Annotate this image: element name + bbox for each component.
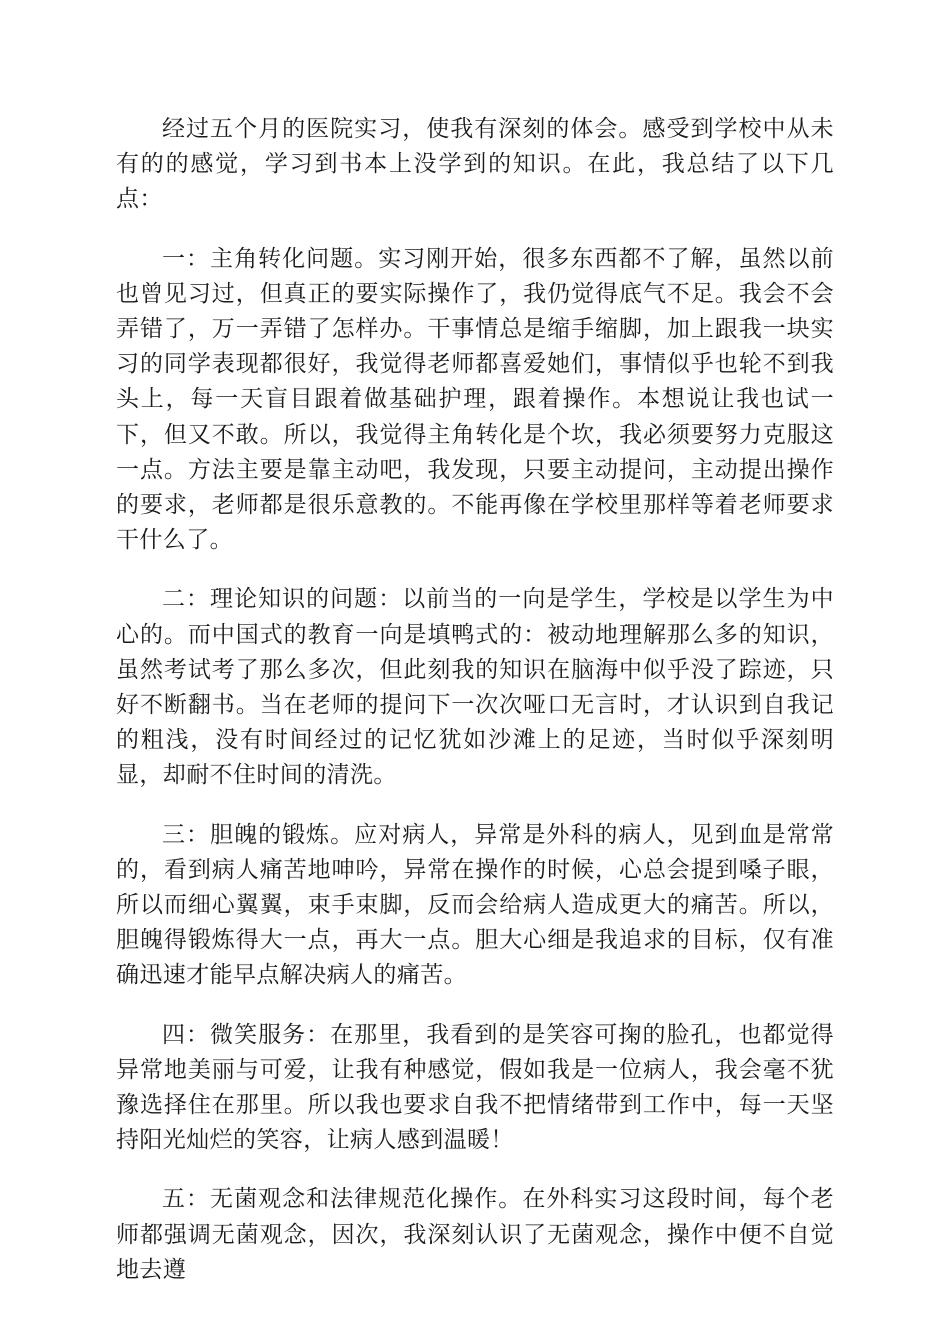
paragraph-point-4: 四：微笑服务：在那里，我看到的是笑容可掬的脸孔，也都觉得异常地美丽与可爱，让我有种感觉，假如我是一位病人，我会毫不犹豫选择住在那里。所以我也要求自我不把情绪带到工作中，每一天坚持阳光灿烂的笑容，让病人感到温暖！ xyxy=(116,1021,834,1154)
paragraph-point-1: 一：主角转化问题。实习刚开始，很多东西都不了解，虽然以前也曾见习过，但真正的要实际操作了，我仍觉得底气不足。我会不会弄错了，万一弄错了怎样办。干事情总是缩手缩脚，加上跟我一块实习的同学表现都很好，我觉得老师都喜爱她们，事情似乎也轮不到我头上，每一天盲目跟着做基础护理，跟着操作。本想说让我也试一下，但又不敢。所以，我觉得主角转化是个坎，我必须要努力克服这一点。方法主要是靠主动吧，我发现，只要主动提问，主动提出操作的要求，老师都是很乐意教的。不能再像在学校里那样等着老师要求干什么了。 xyxy=(116,245,834,554)
paragraph-point-2: 二：理论知识的问题：以前当的一向是学生，学校是以学生为中心的。而中国式的教育一向是填鸭式的：被动地理解那么多的知识，虽然考试考了那么多次，但此刻我的知识在脑海中似乎没了踪迹，只好不断翻书。当在老师的提问下一次次哑口无言时，才认识到自我记的粗浅，没有时间经过的记忆犹如沙滩上的足迹，当时似乎深刻明显，却耐不住时间的清洗。 xyxy=(116,586,834,789)
body-text xyxy=(116,112,834,1312)
paragraph-point-5: 五：无菌观念和法律规范化操作。在外科实习这段时间，每个老师都强调无菌观念，因次，我深刻认识了无菌观念，操作中便不自觉地去遵 xyxy=(116,1186,834,1283)
paragraph-point-3: 三：胆魄的锻炼。应对病人，异常是外科的病人，见到血是常常的，看到病人痛苦地呻吟，异常在操作的时候，心总会提到嗓子眼，所以而细心翼翼，束手束脚，反而会给病人造成更大的痛苦。所以，胆魄得锻炼得大一点，再大一点。胆大心细是我追求的目标，仅有准确迅速才能早点解决病人的痛苦。 xyxy=(116,821,834,989)
paragraph-intro: 经过五个月的医院实习，使我有深刻的体会。感受到学校中从未有的的感觉，学习到书本上没学到的知识。在此，我总结了以下几点： xyxy=(116,116,834,213)
